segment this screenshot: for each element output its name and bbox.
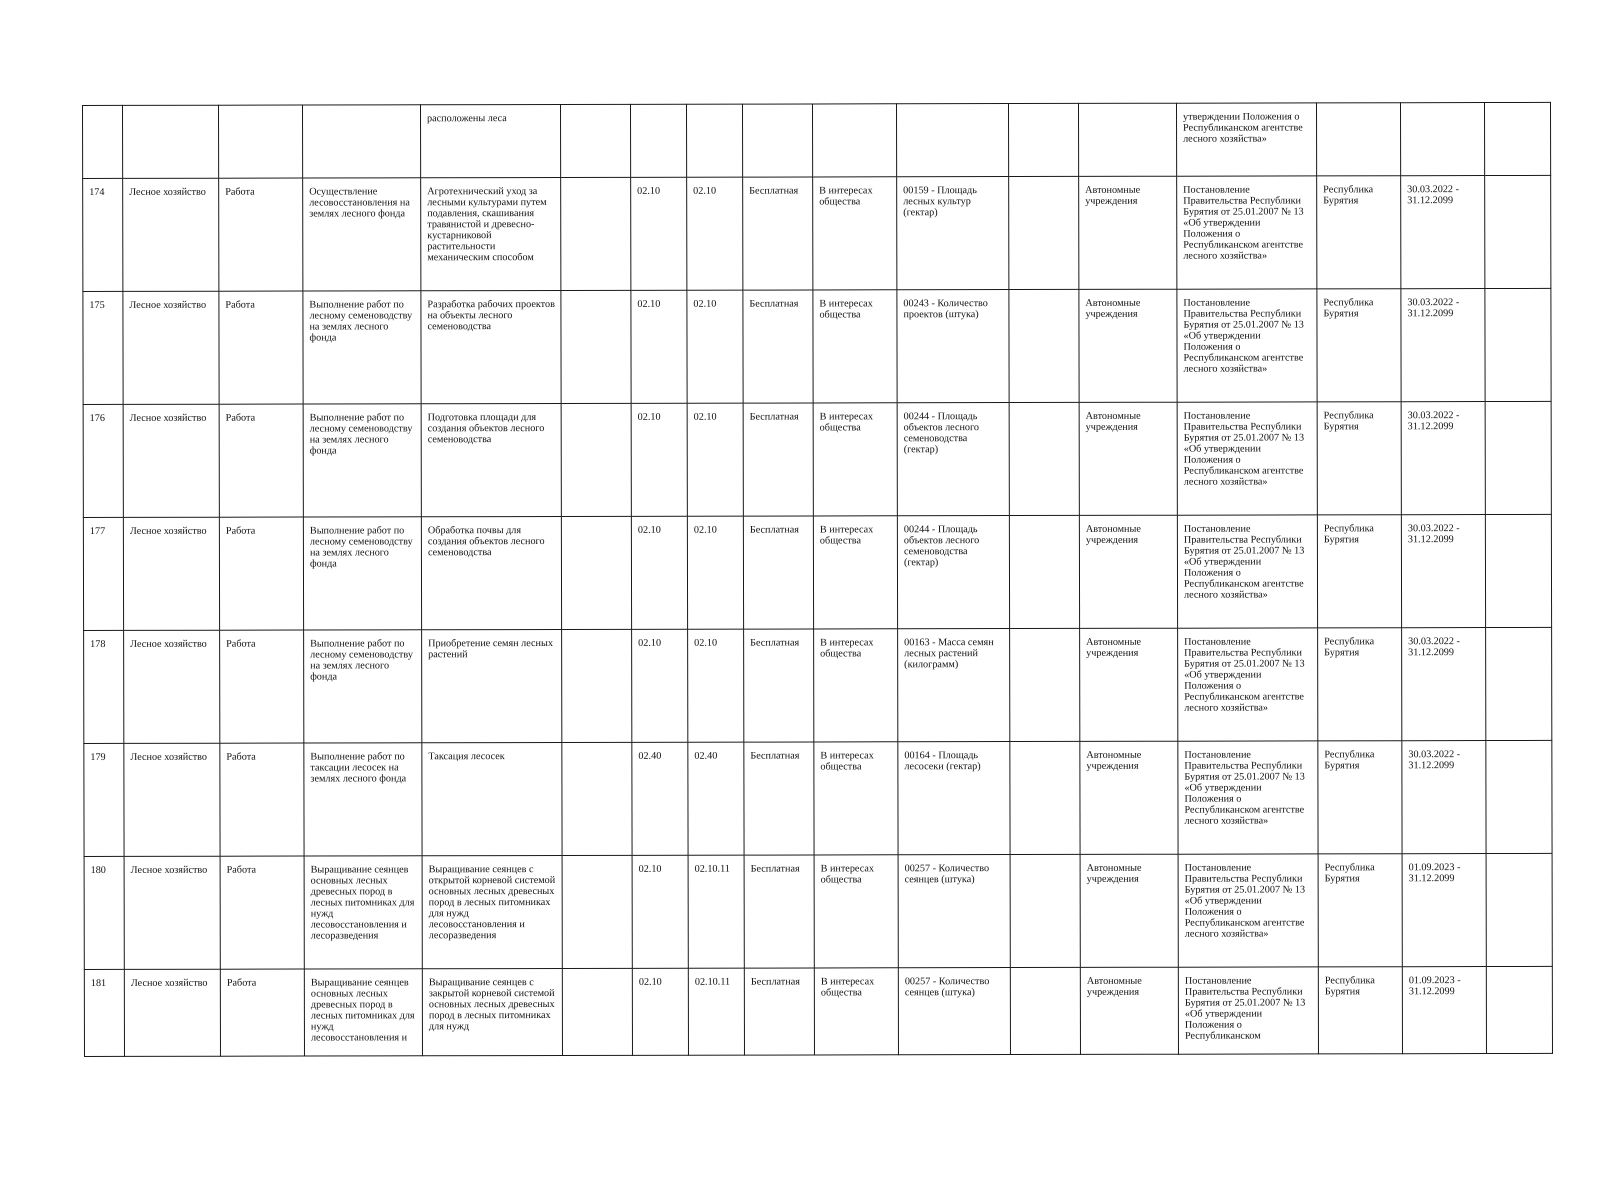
cell-empty — [1485, 514, 1551, 627]
cell-name: Осуществление лесовосстановления на землях лесного фонда — [303, 178, 421, 291]
cell-interest: В интересах общества — [813, 177, 897, 290]
cell-payment: Бесплатная — [743, 403, 813, 516]
cell-empty — [562, 629, 632, 742]
cell-name: Выращивание сеянцев основных лесных древесных пород в лесных питомниках для нужд лесовосстановления и — [304, 969, 422, 1056]
cell-name: Выполнение работ по лесному семеноводству на землях лесного фонда — [303, 404, 421, 517]
table-row — [84, 740, 1552, 856]
cell-content: расположены леса — [421, 104, 561, 177]
cell-region: Республика Бурятия — [1318, 854, 1402, 967]
cell-empty — [1486, 627, 1552, 740]
cell-type: Работа — [219, 404, 303, 517]
cell-interest: В интересах общества — [813, 290, 897, 403]
cell-type: Работа — [220, 856, 304, 969]
cell-code1: 02.10 — [632, 855, 688, 968]
cell-basis: Постановление Правительства Республики Бурятия от 25.01.2007 № 13 «Об утверждении Положения о Республиканском агентстве лесного хозяйства» — [1178, 741, 1318, 854]
cell-indicator: 00164 - Площадь лесосеки (гектар) — [898, 742, 1010, 855]
cell-institutions: Автономные учреждения — [1080, 967, 1178, 1054]
cell-empty — [561, 403, 631, 516]
cell-empty — [1009, 289, 1079, 402]
cell-num: 181 — [84, 969, 124, 1056]
cell-region: Республика Бурятия — [1318, 628, 1402, 741]
cell-sector: Лесное хозяйство — [124, 856, 220, 969]
cell-interest: В интересах общества — [813, 403, 897, 516]
cell-payment — [742, 104, 812, 177]
cell-sector — [123, 105, 219, 178]
cell-empty — [562, 968, 632, 1055]
cell-basis: Постановление Правительства Республики Бурятия от 25.01.2007 № 13 «Об утверждении Положения о Республиканском агентстве лесного хозяйства» — [1178, 628, 1318, 741]
cell-indicator: 00244 - Площадь объектов лесного семеноводства (гектар) — [897, 403, 1009, 516]
cell-institutions: Автономные учреждения — [1079, 402, 1177, 515]
cell-num: 178 — [84, 630, 124, 743]
cell-empty — [1486, 740, 1552, 853]
cell-name: Выполнение работ по таксации лесосек на землях лесного фонда — [304, 743, 422, 856]
table-row — [83, 175, 1551, 291]
cell-content: Выращивание сеянцев с открытой корневой системой основных лесных древесных пород в лесных питомниках для нужд лесовосстановления и лесоразведения — [422, 855, 562, 968]
cell-region: Республика Бурятия — [1317, 176, 1401, 289]
cell-code1: 02.10 — [631, 290, 687, 403]
cell-payment: Бесплатная — [744, 629, 814, 742]
cell-empty — [1485, 401, 1551, 514]
cell-interest — [812, 104, 896, 177]
cell-code1: 02.10 — [631, 403, 687, 516]
cell-empty — [1009, 402, 1079, 515]
cell-empty — [1485, 175, 1551, 288]
cell-basis: Постановление Правительства Республики Бурятия от 25.01.2007 № 13 «Об утверждении Положения о Республиканском агентстве лесного хозяйства» — [1177, 289, 1317, 402]
table-row-continuation — [83, 102, 1551, 178]
cell-code2: 02.10 — [687, 403, 743, 516]
cell-indicator: 00257 - Количество сеянцев (штука) — [898, 855, 1010, 968]
cell-institutions — [1078, 103, 1176, 176]
cell-num: 177 — [83, 517, 123, 630]
cell-indicator: 00257 - Количество сеянцев (штука) — [898, 968, 1010, 1055]
cell-interest: В интересах общества — [814, 855, 898, 968]
cell-basis: Постановление Правительства Республики Бурятия от 25.01.2007 № 13 «Об утверждении Положения о Республиканском — [1178, 967, 1318, 1054]
cell-empty — [1010, 741, 1080, 854]
cell-period: 01.09.2023 - 31.12.2099 — [1402, 854, 1486, 967]
cell-content: Выращивание сеянцев с закрытой корневой системой основных лесных древесных пород в лесных питомниках для нужд — [422, 968, 562, 1055]
cell-empty — [1486, 966, 1552, 1053]
table-row — [84, 853, 1552, 969]
cell-sector: Лесное хозяйство — [123, 404, 219, 517]
cell-indicator: 00244 - Площадь объектов лесного семеноводства (гектар) — [897, 516, 1009, 629]
cell-code1: 02.10 — [631, 516, 687, 629]
cell-institutions: Автономные учреждения — [1079, 176, 1177, 289]
cell-sector: Лесное хозяйство — [124, 969, 220, 1056]
cell-code2: 02.10 — [687, 290, 743, 403]
cell-num: 176 — [83, 404, 123, 517]
cell-name — [303, 105, 421, 178]
cell-empty — [561, 177, 631, 290]
cell-type: Работа — [220, 630, 304, 743]
cell-code1: 02.40 — [632, 742, 688, 855]
cell-type — [219, 105, 303, 178]
cell-name: Выращивание сеянцев основных лесных древесных пород в лесных питомниках для нужд лесовосстановления и лесоразведения — [304, 856, 422, 969]
table-row — [83, 401, 1551, 517]
cell-indicator: 00243 - Количество проектов (штука) — [897, 290, 1009, 403]
cell-num: 179 — [84, 743, 124, 856]
cell-empty — [1009, 176, 1079, 289]
cell-num: 175 — [83, 291, 123, 404]
cell-region — [1316, 103, 1400, 176]
cell-empty — [562, 855, 632, 968]
cell-period: 30.03.2022 - 31.12.2099 — [1402, 741, 1486, 854]
cell-indicator: 00159 - Площадь лесных культур (гектар) — [897, 177, 1009, 290]
table-row — [84, 627, 1552, 743]
cell-period: 30.03.2022 - 31.12.2099 — [1401, 515, 1485, 628]
cell-num — [83, 105, 123, 178]
cell-empty — [1010, 967, 1080, 1054]
cell-interest: В интересах общества — [814, 968, 898, 1055]
cell-indicator: 00163 - Масса семян лесных растений (килограмм) — [898, 629, 1010, 742]
table-row — [83, 288, 1551, 404]
cell-type: Работа — [220, 743, 304, 856]
cell-institutions: Автономные учреждения — [1080, 628, 1178, 741]
cell-num: 180 — [84, 856, 124, 969]
cell-content: Подготовка площади для создания объектов лесного семеноводства — [421, 403, 561, 516]
cell-payment: Бесплатная — [743, 290, 813, 403]
cell-period: 01.09.2023 - 31.12.2099 — [1402, 967, 1486, 1054]
cell-empty — [561, 104, 631, 177]
cell-empty — [1484, 102, 1550, 175]
cell-code2: 02.10.11 — [688, 855, 744, 968]
cell-sector: Лесное хозяйство — [123, 178, 219, 291]
cell-interest: В интересах общества — [814, 629, 898, 742]
register-table — [82, 102, 1553, 1057]
cell-basis: Постановление Правительства Республики Бурятия от 25.01.2007 № 13 «Об утверждении Положения о Республиканском агентстве лесного хозяйства» — [1178, 854, 1318, 967]
cell-region: Республика Бурятия — [1317, 515, 1401, 628]
cell-code2 — [686, 104, 742, 177]
cell-type: Работа — [220, 969, 304, 1056]
cell-content: Разработка рабочих проектов на объекты лесного семеноводства — [421, 290, 561, 403]
cell-sector: Лесное хозяйство — [124, 743, 220, 856]
cell-interest: В интересах общества — [814, 742, 898, 855]
cell-code2: 02.10 — [687, 177, 743, 290]
cell-period: 30.03.2022 - 31.12.2099 — [1401, 402, 1485, 515]
cell-content: Агротехнический уход за лесными культурами путем подавления, скашивания травянистой и древесно-кустарниковой растительности механическим способом — [421, 177, 561, 290]
cell-empty — [561, 290, 631, 403]
cell-payment: Бесплатная — [743, 177, 813, 290]
cell-region: Республика Бурятия — [1317, 402, 1401, 515]
cell-period — [1400, 103, 1484, 176]
cell-empty — [1008, 103, 1078, 176]
cell-sector: Лесное хозяйство — [123, 291, 219, 404]
cell-empty — [562, 742, 632, 855]
cell-name: Выполнение работ по лесному семеноводству на землях лесного фонда — [303, 517, 421, 630]
cell-code1: 02.10 — [632, 629, 688, 742]
cell-payment: Бесплатная — [743, 516, 813, 629]
cell-type: Работа — [219, 291, 303, 404]
cell-empty — [1010, 854, 1080, 967]
table-row — [83, 514, 1551, 630]
cell-code2: 02.10 — [687, 516, 743, 629]
cell-period: 30.03.2022 - 31.12.2099 — [1401, 289, 1485, 402]
cell-empty — [1485, 288, 1551, 401]
cell-name: Выполнение работ по лесному семеноводству на землях лесного фонда — [303, 291, 421, 404]
cell-period: 30.03.2022 - 31.12.2099 — [1401, 176, 1485, 289]
cell-institutions: Автономные учреждения — [1080, 854, 1178, 967]
cell-region: Республика Бурятия — [1318, 967, 1402, 1054]
cell-period: 30.03.2022 - 31.12.2099 — [1402, 628, 1486, 741]
cell-content: Таксация лесосек — [422, 742, 562, 855]
cell-empty — [1009, 515, 1079, 628]
table-row — [84, 966, 1552, 1056]
cell-code1: 02.10 — [632, 968, 688, 1055]
cell-basis: Постановление Правительства Республики Бурятия от 25.01.2007 № 13 «Об утверждении Положения о Республиканском агентстве лесного хозяйства» — [1177, 402, 1317, 515]
cell-payment: Бесплатная — [744, 742, 814, 855]
cell-region: Республика Бурятия — [1317, 289, 1401, 402]
cell-institutions: Автономные учреждения — [1079, 289, 1177, 402]
cell-code2: 02.10 — [688, 629, 744, 742]
cell-indicator — [896, 104, 1008, 177]
cell-basis: Постановление Правительства Республики Бурятия от 25.01.2007 № 13 «Об утверждении Положения о Республиканском агентстве лесного хозяйства» — [1177, 176, 1317, 289]
cell-region: Республика Бурятия — [1318, 741, 1402, 854]
cell-empty — [561, 516, 631, 629]
cell-sector: Лесное хозяйство — [124, 630, 220, 743]
cell-institutions: Автономные учреждения — [1080, 741, 1178, 854]
cell-type: Работа — [219, 517, 303, 630]
cell-sector: Лесное хозяйство — [123, 517, 219, 630]
cell-institutions: Автономные учреждения — [1079, 515, 1177, 628]
cell-code1 — [630, 104, 686, 177]
cell-name: Выполнение работ по лесному семеноводству на землях лесного фонда — [304, 630, 422, 743]
cell-code1: 02.10 — [631, 177, 687, 290]
cell-interest: В интересах общества — [813, 516, 897, 629]
cell-empty — [1010, 628, 1080, 741]
cell-num: 174 — [83, 178, 123, 291]
cell-basis: Постановление Правительства Республики Бурятия от 25.01.2007 № 13 «Об утверждении Положения о Республиканском агентстве лесного хозяйства» — [1177, 515, 1317, 628]
cell-content: Обработка почвы для создания объектов лесного семеноводства — [421, 516, 561, 629]
cell-empty — [1486, 853, 1552, 966]
cell-content: Приобретение семян лесных растений — [422, 629, 562, 742]
cell-basis: утверждении Положения о Республиканском агентстве лесного хозяйства» — [1176, 103, 1316, 176]
cell-payment: Бесплатная — [744, 855, 814, 968]
cell-payment: Бесплатная — [744, 968, 814, 1055]
register-table-body — [83, 102, 1553, 1056]
cell-code2: 02.10.11 — [688, 968, 744, 1055]
cell-code2: 02.40 — [688, 742, 744, 855]
cell-type: Работа — [219, 178, 303, 291]
